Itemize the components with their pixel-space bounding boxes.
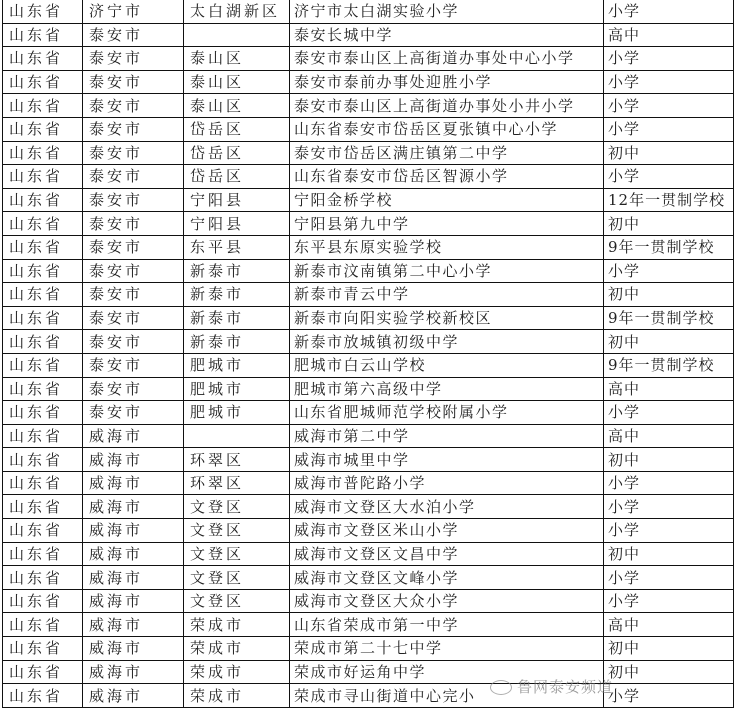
table-row	[3, 0, 734, 23]
school-type-cell: 初中	[604, 542, 734, 566]
city-cell: 威海市	[83, 542, 184, 566]
school-type-cell: 小学	[604, 684, 734, 708]
city-cell: 泰安市	[83, 165, 184, 189]
district-cell: 东平县	[184, 235, 290, 259]
watermark-text: 鲁网泰安频道	[517, 678, 614, 696]
school-name-cell: 泰安市泰山区上高街道办事处小井小学	[290, 94, 604, 118]
school-name-cell: 山东省泰安市岱岳区夏张镇中心小学	[290, 117, 604, 141]
school-type-cell: 初中	[604, 448, 734, 472]
table-row	[3, 613, 734, 637]
province-cell: 山东省	[3, 613, 83, 637]
school-type-cell: 小学	[604, 589, 734, 613]
school-type-cell: 9年一贯制学校	[604, 306, 734, 330]
school-name-cell: 威海市文登区米山小学	[290, 519, 604, 543]
school-name-cell: 新泰市放城镇初级中学	[290, 330, 604, 354]
school-name-cell: 威海市文登区文昌中学	[290, 542, 604, 566]
school-name-cell: 新泰市向阳实验学校新校区	[290, 306, 604, 330]
school-type-cell: 小学	[604, 495, 734, 519]
table-row	[3, 94, 734, 118]
school-name-cell: 新泰市汶南镇第二中心小学	[290, 259, 604, 283]
province-cell: 山东省	[3, 519, 83, 543]
table-row	[3, 660, 734, 684]
district-cell: 文登区	[184, 566, 290, 590]
table-row	[3, 684, 734, 708]
district-cell: 泰山区	[184, 94, 290, 118]
school-type-cell: 小学	[604, 165, 734, 189]
table-row	[3, 235, 734, 259]
table-row	[3, 448, 734, 472]
city-cell: 威海市	[83, 589, 184, 613]
province-cell: 山东省	[3, 165, 83, 189]
table-row	[3, 519, 734, 543]
school-name-cell: 山东省泰安市岱岳区智源小学	[290, 165, 604, 189]
city-cell: 泰安市	[83, 94, 184, 118]
table-row	[3, 330, 734, 354]
school-name-cell: 威海市第二中学	[290, 424, 604, 448]
province-cell: 山东省	[3, 684, 83, 708]
city-cell: 威海市	[83, 471, 184, 495]
table-row	[3, 353, 734, 377]
city-cell: 泰安市	[83, 330, 184, 354]
school-name-cell: 宁阳金桥学校	[290, 188, 604, 212]
school-type-cell: 初中	[604, 141, 734, 165]
school-name-cell: 泰安市泰山区上高街道办事处中心小学	[290, 47, 604, 71]
province-cell: 山东省	[3, 306, 83, 330]
school-type-cell: 小学	[604, 259, 734, 283]
school-type-cell: 9年一贯制学校	[604, 353, 734, 377]
province-cell: 山东省	[3, 353, 83, 377]
district-cell	[184, 23, 290, 47]
district-cell: 文登区	[184, 589, 290, 613]
city-cell: 泰安市	[83, 141, 184, 165]
school-type-cell: 小学	[604, 47, 734, 71]
school-name-cell: 肥城市第六高级中学	[290, 377, 604, 401]
district-cell: 文登区	[184, 519, 290, 543]
school-type-cell: 小学	[604, 566, 734, 590]
district-cell: 肥城市	[184, 377, 290, 401]
school-type-cell: 小学	[604, 70, 734, 94]
city-cell: 威海市	[83, 424, 184, 448]
table-row	[3, 566, 734, 590]
table-row	[3, 188, 734, 212]
city-cell: 威海市	[83, 448, 184, 472]
school-table	[2, 0, 734, 708]
district-cell: 泰山区	[184, 47, 290, 71]
city-cell: 济宁市	[83, 0, 184, 23]
table-row	[3, 259, 734, 283]
school-type-cell: 小学	[604, 519, 734, 543]
province-cell: 山东省	[3, 47, 83, 71]
table-row	[3, 401, 734, 425]
city-cell: 泰安市	[83, 401, 184, 425]
province-cell: 山东省	[3, 377, 83, 401]
district-cell: 岱岳区	[184, 141, 290, 165]
city-cell: 威海市	[83, 660, 184, 684]
district-cell: 肥城市	[184, 353, 290, 377]
school-name-cell: 威海市文登区大众小学	[290, 589, 604, 613]
city-cell: 泰安市	[83, 283, 184, 307]
province-cell: 山东省	[3, 660, 83, 684]
province-cell: 山东省	[3, 495, 83, 519]
watermark	[490, 676, 613, 698]
school-type-cell: 小学	[604, 401, 734, 425]
school-type-cell: 高中	[604, 613, 734, 637]
province-cell: 山东省	[3, 637, 83, 661]
province-cell: 山东省	[3, 448, 83, 472]
school-name-cell: 肥城市白云山学校	[290, 353, 604, 377]
city-cell: 威海市	[83, 637, 184, 661]
province-cell: 山东省	[3, 259, 83, 283]
city-cell: 泰安市	[83, 353, 184, 377]
province-cell: 山东省	[3, 471, 83, 495]
table-row	[3, 637, 734, 661]
school-name-cell: 荣成市第二十七中学	[290, 637, 604, 661]
city-cell: 泰安市	[83, 235, 184, 259]
province-cell: 山东省	[3, 117, 83, 141]
district-cell: 宁阳县	[184, 212, 290, 236]
district-cell: 新泰市	[184, 330, 290, 354]
school-type-cell: 初中	[604, 212, 734, 236]
table-row	[3, 542, 734, 566]
province-cell: 山东省	[3, 23, 83, 47]
district-cell: 环翠区	[184, 471, 290, 495]
table-row	[3, 589, 734, 613]
province-cell: 山东省	[3, 212, 83, 236]
table-row	[3, 47, 734, 71]
school-type-cell: 9年一贯制学校	[604, 235, 734, 259]
city-cell: 泰安市	[83, 306, 184, 330]
city-cell: 泰安市	[83, 117, 184, 141]
wechat-icon	[490, 680, 512, 695]
province-cell: 山东省	[3, 70, 83, 94]
district-cell: 新泰市	[184, 259, 290, 283]
province-cell: 山东省	[3, 188, 83, 212]
city-cell: 泰安市	[83, 23, 184, 47]
district-cell: 岱岳区	[184, 165, 290, 189]
table-row	[3, 117, 734, 141]
school-type-cell: 高中	[604, 424, 734, 448]
province-cell: 山东省	[3, 330, 83, 354]
table-row	[3, 495, 734, 519]
province-cell: 山东省	[3, 401, 83, 425]
table-row	[3, 141, 734, 165]
district-cell: 荣成市	[184, 684, 290, 708]
province-cell: 山东省	[3, 542, 83, 566]
school-type-cell: 初中	[604, 330, 734, 354]
city-cell: 威海市	[83, 566, 184, 590]
school-type-cell: 初中	[604, 637, 734, 661]
school-type-cell: 小学	[604, 94, 734, 118]
province-cell: 山东省	[3, 0, 83, 23]
school-name-cell: 宁阳县第九中学	[290, 212, 604, 236]
district-cell: 荣成市	[184, 637, 290, 661]
school-name-cell: 山东省肥城师范学校附属小学	[290, 401, 604, 425]
school-type-cell: 初中	[604, 283, 734, 307]
school-name-cell: 威海市文登区文峰小学	[290, 566, 604, 590]
city-cell: 泰安市	[83, 377, 184, 401]
district-cell: 岱岳区	[184, 117, 290, 141]
school-name-cell: 山东省荣成市第一中学	[290, 613, 604, 637]
school-type-cell: 小学	[604, 471, 734, 495]
city-cell: 威海市	[83, 613, 184, 637]
table-row	[3, 424, 734, 448]
district-cell: 太白湖新区	[184, 0, 290, 23]
city-cell: 威海市	[83, 684, 184, 708]
district-cell: 荣成市	[184, 660, 290, 684]
table-row	[3, 23, 734, 47]
school-type-cell: 高中	[604, 23, 734, 47]
table-row	[3, 70, 734, 94]
province-cell: 山东省	[3, 589, 83, 613]
table-row	[3, 212, 734, 236]
province-cell: 山东省	[3, 94, 83, 118]
school-name-cell: 东平县东原实验学校	[290, 235, 604, 259]
school-type-cell: 高中	[604, 377, 734, 401]
school-type-cell: 小学	[604, 0, 734, 23]
school-name-cell: 泰安市泰前办事处迎胜小学	[290, 70, 604, 94]
district-cell: 肥城市	[184, 401, 290, 425]
school-name-cell: 荣成市好运角中学	[290, 660, 604, 684]
school-name-cell: 泰安市岱岳区满庄镇第二中学	[290, 141, 604, 165]
city-cell: 泰安市	[83, 188, 184, 212]
city-cell: 泰安市	[83, 212, 184, 236]
district-cell: 新泰市	[184, 306, 290, 330]
province-cell: 山东省	[3, 424, 83, 448]
table-row	[3, 377, 734, 401]
school-type-cell: 小学	[604, 117, 734, 141]
district-cell: 环翠区	[184, 448, 290, 472]
table-row	[3, 283, 734, 307]
city-cell: 威海市	[83, 495, 184, 519]
table-row	[3, 471, 734, 495]
table-row	[3, 306, 734, 330]
district-cell: 荣成市	[184, 613, 290, 637]
province-cell: 山东省	[3, 566, 83, 590]
school-name-cell: 荣成市寻山街道中心完小	[290, 684, 604, 708]
province-cell: 山东省	[3, 235, 83, 259]
district-cell: 文登区	[184, 495, 290, 519]
district-cell	[184, 424, 290, 448]
school-name-cell: 威海市城里中学	[290, 448, 604, 472]
district-cell: 宁阳县	[184, 188, 290, 212]
school-name-cell: 新泰市青云中学	[290, 283, 604, 307]
province-cell: 山东省	[3, 141, 83, 165]
district-cell: 泰山区	[184, 70, 290, 94]
school-name-cell: 威海市普陀路小学	[290, 471, 604, 495]
city-cell: 威海市	[83, 519, 184, 543]
district-cell: 文登区	[184, 542, 290, 566]
school-name-cell: 济宁市太白湖实验小学	[290, 0, 604, 23]
province-cell: 山东省	[3, 283, 83, 307]
city-cell: 泰安市	[83, 259, 184, 283]
district-cell: 新泰市	[184, 283, 290, 307]
city-cell: 泰安市	[83, 70, 184, 94]
school-type-cell: 12年一贯制学校	[604, 188, 734, 212]
table-row	[3, 165, 734, 189]
school-name-cell: 威海市文登区大水泊小学	[290, 495, 604, 519]
city-cell: 泰安市	[83, 47, 184, 71]
school-name-cell: 泰安长城中学	[290, 23, 604, 47]
school-type-cell: 初中	[604, 660, 734, 684]
